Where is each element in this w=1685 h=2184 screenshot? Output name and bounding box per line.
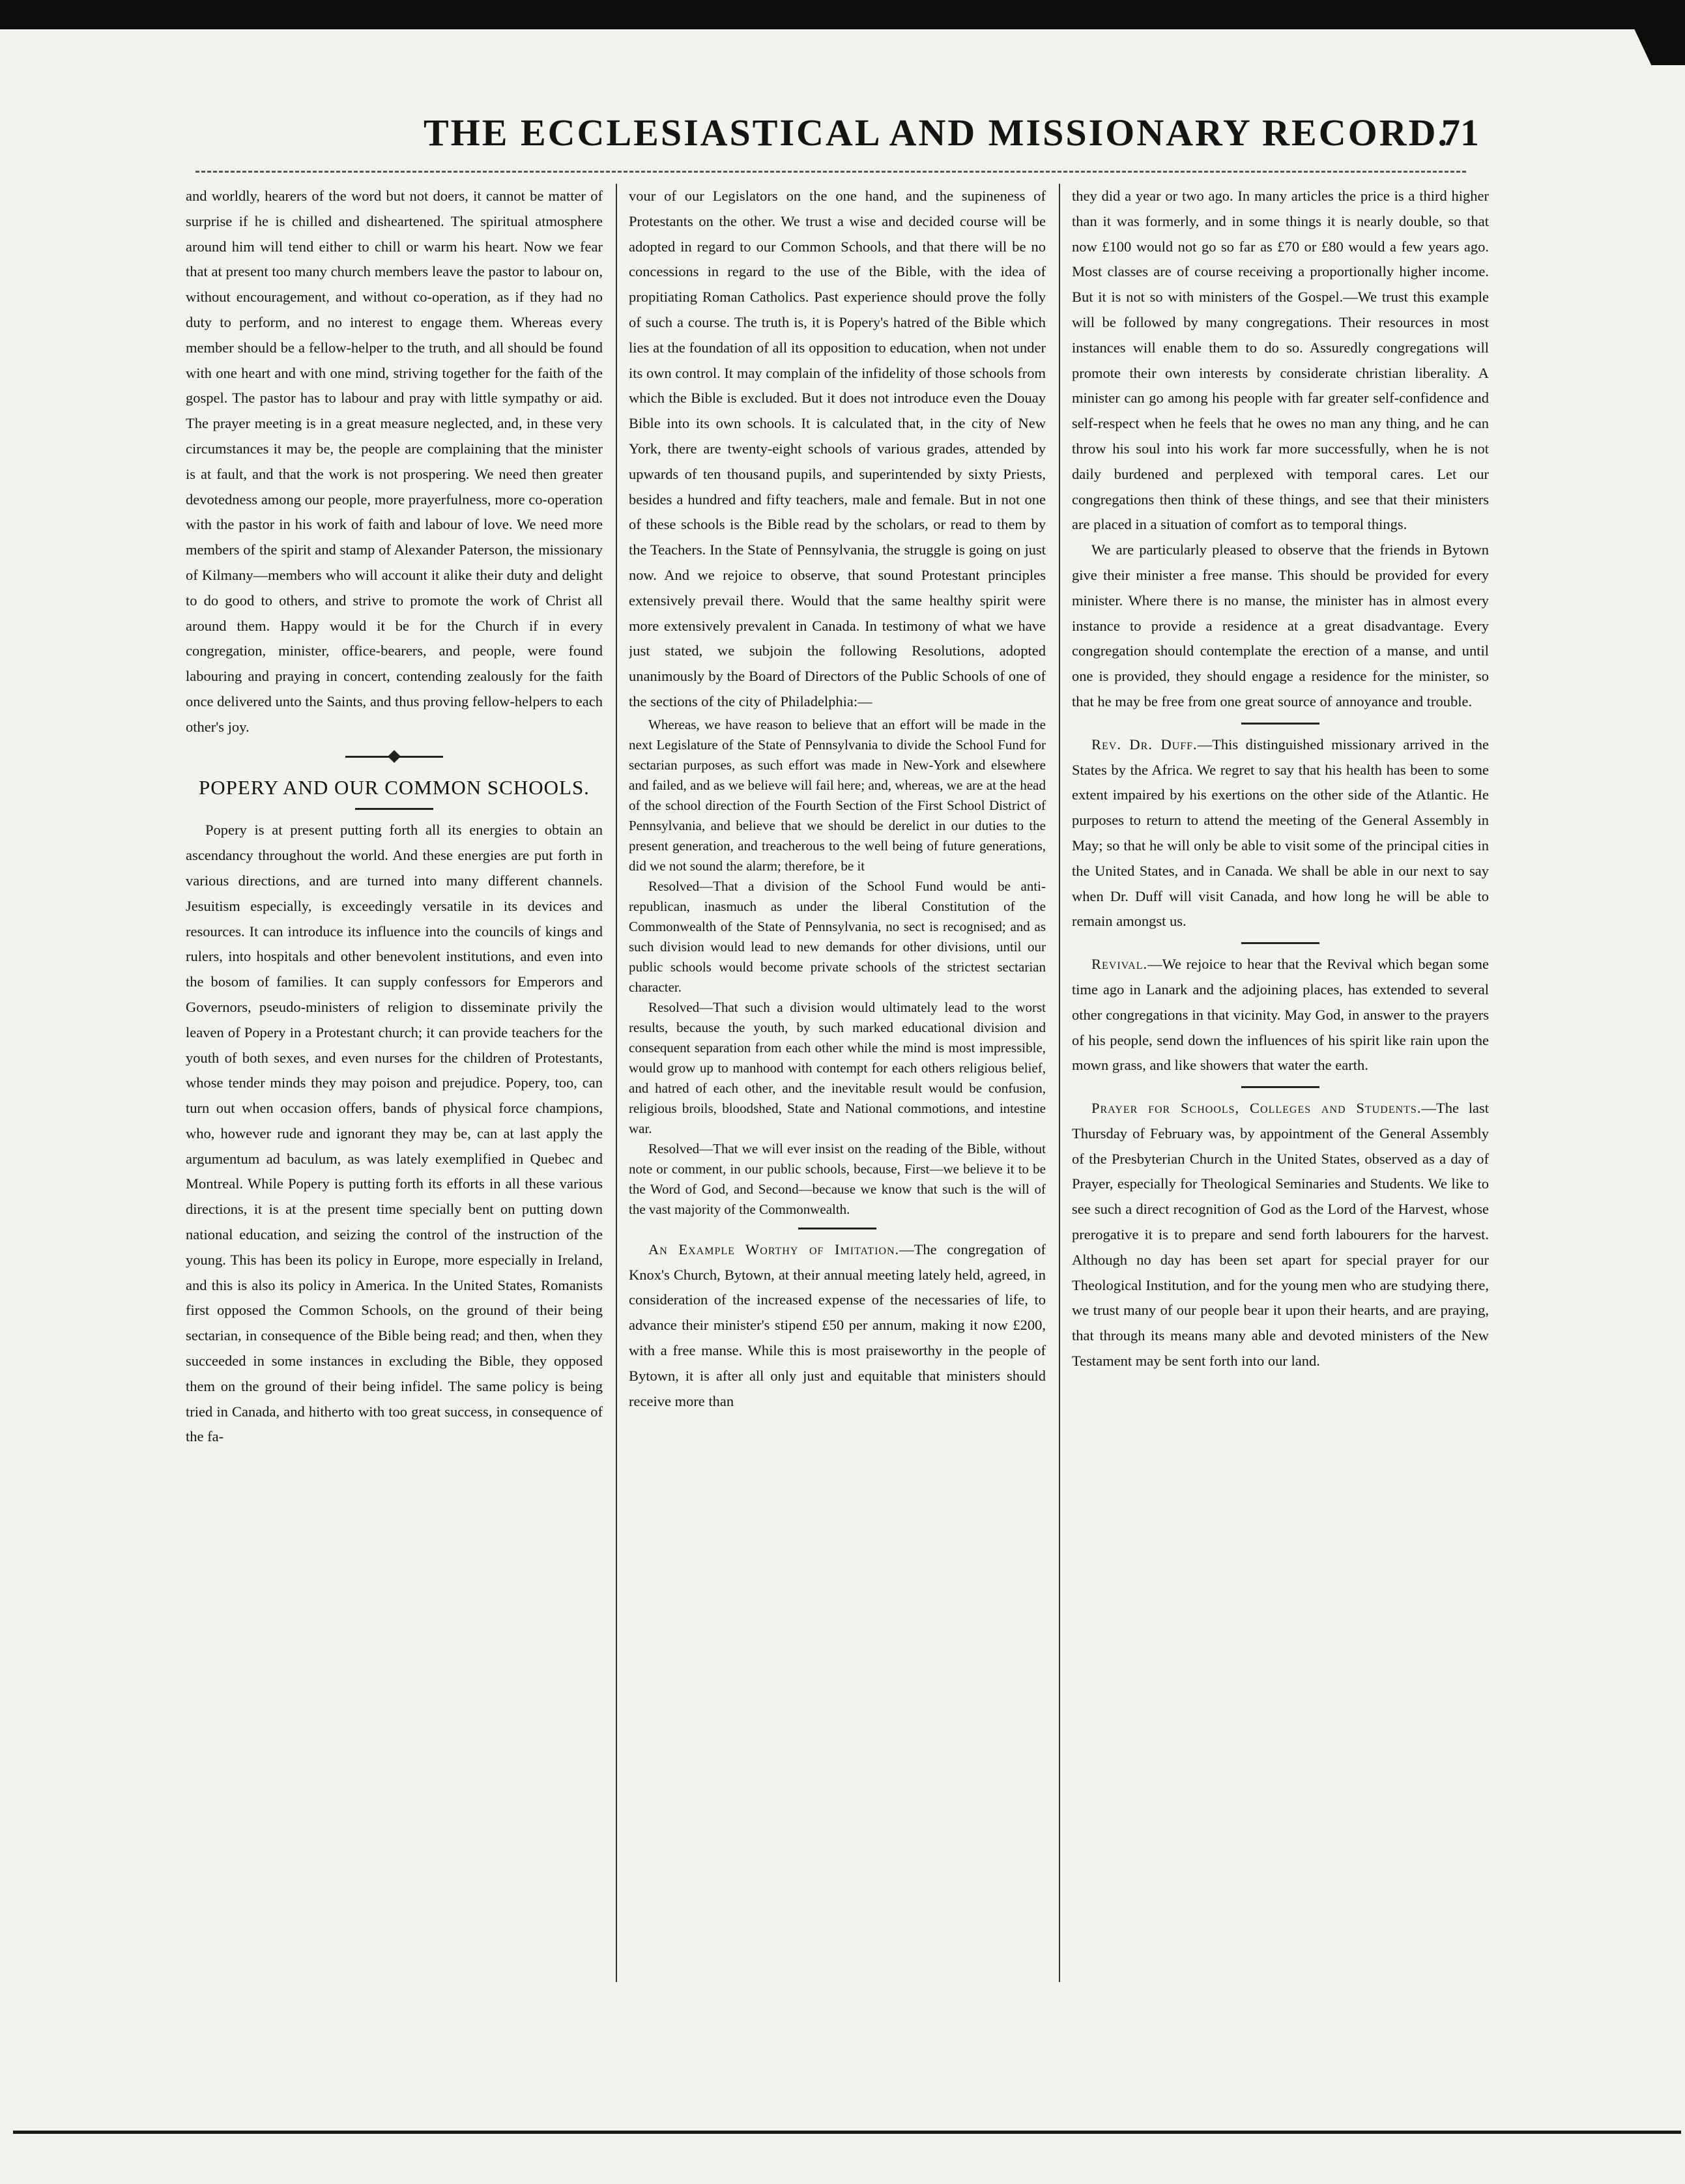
scan-border-bottom [13, 2131, 1681, 2134]
page-header [169, 111, 1499, 163]
article-paragraph [629, 1237, 1046, 1415]
column-divider [1059, 184, 1060, 1982]
article-continuation: and worldly, hearers of the word but not doers, it cannot be matter of surprise if he is chilled and disheartened. The spiritual atmosphere around him will tend either to chill or warm his heart. Now we fear that at present too many church members leave the pastor to labour on, without encouragement, and without co-operation, as if they had no duty to perform, and no interest to engage them. Whereas every member should be a fellow-helper to the truth, and all should be found with one heart and with one mind, striving together for the faith of the gospel. The pastor has to labour and pray with little sympathy or aid. The prayer meeting is in a great measure neglected, and, in these very circumstances it may be, the people are complaining that the minister is at fault, and that the work is not prospering. We need then greater devotedness among our people, more prayerfulness, more co-operation with the pastor in his work of faith and labour of love. We need more members of the spirit and stamp of Alexander Paterson, the missionary of Kilmany—members who will account it alike their duty and delight to do good to others, and strive to promote the work of Christ all around them. Happy would it be for the Church if in every congregation, minister, office-bearers, and people, were found labouring and praying in concert, contending zealously for the faith once delivered unto the Saints, and thus proving fellow-helpers to each other's joy. [186, 188, 603, 735]
item-lead: Revival. [1091, 956, 1148, 973]
article-paragraph: vour of our Legislators on the one hand, and the supineness of Protestants on the other. We trust a wise and decided course will be adopted in regard to our Common Schools, and that there will be no concessions in regard to the use of the Bible, with the idea of propitiating Roman Catholics. Past experience should prove the folly of such a course. The truth is, it is Popery's hatred of the Bible which lies at the foundation of all its opposition to education, when not under its own control. It may complain of the infidelity of those schools from which the Bible is excluded. But it does not introduce even the Douay Bible into its own schools. It is calculated that, in the city of New York, there are twenty-eight schools of various grades, attended by upwards of ten thousand pupils, and superintended by sixty Priests, besides a hundred and fifty teachers, male and female. But in not one of these schools is the Bible read by the scholars, or read to them by the Teachers. In the State of Pennsylvania, the struggle is going on just now. And we rejoice to observe, that sound Protestant principles extensively prevail there. Would that the same healthy spirit were more extensively prevalent in Canada. In testimony of what we have just stated, we subjoin the following Resolutions, adopted unanimously by the Board of Directors of the Public Schools of one of the sections of the city of Philadelphia:— [629, 188, 1046, 710]
column-right [1072, 184, 1489, 2008]
column-middle [629, 184, 1046, 2008]
item-text: —The congregation of Knox's Church, Bytown, at their annual meeting lately held, agreed, in consideration of the increased expense of the necessaries of life, to advance their minister's stipend £50 per annum, making it now £200, with a free manse. While this is most praiseworthy in the people of Bytown, it is after all only just and equitable that ministers should receive more than [629, 1241, 1046, 1409]
section-rule [798, 1228, 876, 1229]
article-paragraph: Popery is at present putting forth all its energies to obtain an ascendancy throughout the world. And these energies are put forth in various directions, and are turned into many different channels. Jesuitism especially, is exceedingly versatile in its devices and resources. It can introduce its influence into the councils of kings and rulers, into hospitals and other benevolent institutions, and even into the bosom of families. It can supply confessors for Emperors and Governors, pseudo-ministers of religion to disseminate privily the leaven of Popery in a Protestant church; it can provide teachers for the youth of both sexes, and even nurses for the children of Protestants, whose tender minds they may poison and prejudice. Popery, too, can turn out when occasion offers, bands of physical force champions, who, however rude and ignorant they may be, can at last apply the argumentum ad baculum, as was lately exemplified in Quebec and Montreal. While Popery is putting forth its efforts in all these various directions, it is at the present time specially bent on putting down national education, and seizing the control of the instruction of the young. This has been its policy in Europe, more especially in Ireland, and this is also its policy in America. In the United States, Romanists first opposed the Common Schools, on the ground of their being sectarian, in consequence of the Bible being read; and then, when they succeeded in some instances in excluding the Bible, they opposed them on the ground of their being infidel. The same policy is being tried in Canada, and hitherto with too great success, in consequence of the fa- [186, 822, 603, 1445]
header-rule [195, 171, 1466, 173]
item-text: —The last Thursday of February was, by appointment of the General Assembly of the Presbyterian Church in the United States, observed as a day of Prayer, especially for Theological Seminaries and Students. We like to see such a direct recognition of God as the Lord of the Harvest, whose prerogative it is to prepare and send forth labourers for the harvest. Although no day has been set apart for special prayer for our Theological Institution, and for the young men who are studying there, we trust many of our people bear it upon their hearts, and are praying, that through its means many able and devoted ministers of the New Testament may be sent forth into our land. [1072, 1100, 1489, 1370]
news-item [1072, 1096, 1489, 1374]
resolution-item: Resolved—That such a division would ultimately lead to the worst results, because the youth, by such marked educational division and consequent separation from each other while the mind is most impressible, would grow up to manhood with contempt for each others religious belief, and hatred of each other, and the inevitable result would be confusion, religious broils, bloodshed, State and National commotions, and intestine war. [629, 999, 1046, 1136]
section-ornament [186, 747, 603, 766]
page-number: 71 [1441, 111, 1479, 154]
column-left [186, 184, 603, 2008]
running-title: THE ECCLESIASTICAL AND MISSIONARY RECORD. [424, 111, 1449, 154]
article-paragraph: they did a year or two ago. In many articles the price is a third higher than it was formerly, and in some things it is nearly double, so that now £100 would not go so far as £70 or £80 would a few years ago. Most classes are of course receiving a proportionally higher income. But it is not so with ministers of the Gospel.—We trust this example will be followed by many congregations. Their resources in most instances will enable them to do so. Assuredly congregations will promote their own interests by considerate christian liberality. A minister can go among his people with far greater self-confidence and self-respect when he feels that he owes no man any thing, and he can throw his soul into his work far more successfully, when he is not daily burdened and perplexed with temporal cares. Let our congregations then think of these things, and see that their ministers are placed in a situation of comfort as to temporal things. [1072, 188, 1489, 533]
item-text: —We rejoice to hear that the Revival which began some time ago in Lanark and the adjoining places, has extended to several other congregations in that vicinity. May God, in answer to the prayers of his people, send down the influences of his spirit like rain upon the mown grass, and like showers that water the earth. [1072, 956, 1489, 1074]
section-heading: POPERY AND OUR COMMON SCHOOLS. [199, 775, 590, 799]
resolution-item: Resolved—That a division of the School Fund would be anti-republican, inasmuch as under the liberal Constitution of the Commonwealth of the State of Pennsylvania, no sect is recognised; and as such division would lead to new demands for other divisions, until our public schools would become private schools of the strictest sectarian character. [629, 878, 1046, 995]
news-item [1072, 732, 1489, 934]
section-rule [1241, 942, 1319, 944]
item-lead: An Example Worthy of Imitation. [648, 1241, 900, 1257]
resolution-preamble: Whereas, we have reason to believe that an effort will be made in the next Legislature of the State of Pennsylvania to divide the School Fund for sectarian purposes, as such effort was made in New-York and elsewhere and failed, and as we believe will fail here; and, whereas, we are at the head of the school direction of the Fourth Section of the First School District of Pennsylvania, and believe that we should be derelict in our duties to the present generation, and treacherous to the well being of future generations, did we not sound the alarm; therefore, be it [629, 716, 1046, 874]
section-rule [1241, 1086, 1319, 1088]
item-lead: Prayer for Schools, Colleges and Students. [1091, 1100, 1422, 1117]
item-text: —This distinguished missionary arrived in the States by the Africa. We regret to say that his health has been to some extent impaired by his exertions on the other side of the Atlantic. He purposes to return to attend the meeting of the General Assembly in May; so that he will only be able to visit some of the principal cities in the United States, and in Canada. We shall be able in our next to say when Dr. Duff will visit Canada, and how long he will be able to remain amongst us. [1072, 736, 1489, 930]
column-divider [616, 184, 617, 1982]
item-lead: Rev. Dr. Duff. [1091, 736, 1198, 753]
section-rule [1241, 723, 1319, 725]
article-paragraph: We are particularly pleased to observe that the friends in Bytown give their minister a free manse. This should be provided for every minister. Where there is no manse, the minister has in almost every instance to provide a residence at a great disadvantage. Every congregation should contemplate the erection of a manse, and until one is provided, they should engage a residence for the minister, so that he may be free from one great source of annoyance and trouble. [1072, 541, 1489, 710]
news-item [1072, 952, 1489, 1078]
resolution-item: Resolved—That we will ever insist on the reading of the Bible, without note or comment, in our public schools, because, First—we believe it to be the Word of God, and Second—because we know that such is the will of the vast majority of the Commonwealth. [629, 1140, 1046, 1217]
scan-border-top [0, 0, 1685, 65]
heading-rule [355, 808, 433, 810]
